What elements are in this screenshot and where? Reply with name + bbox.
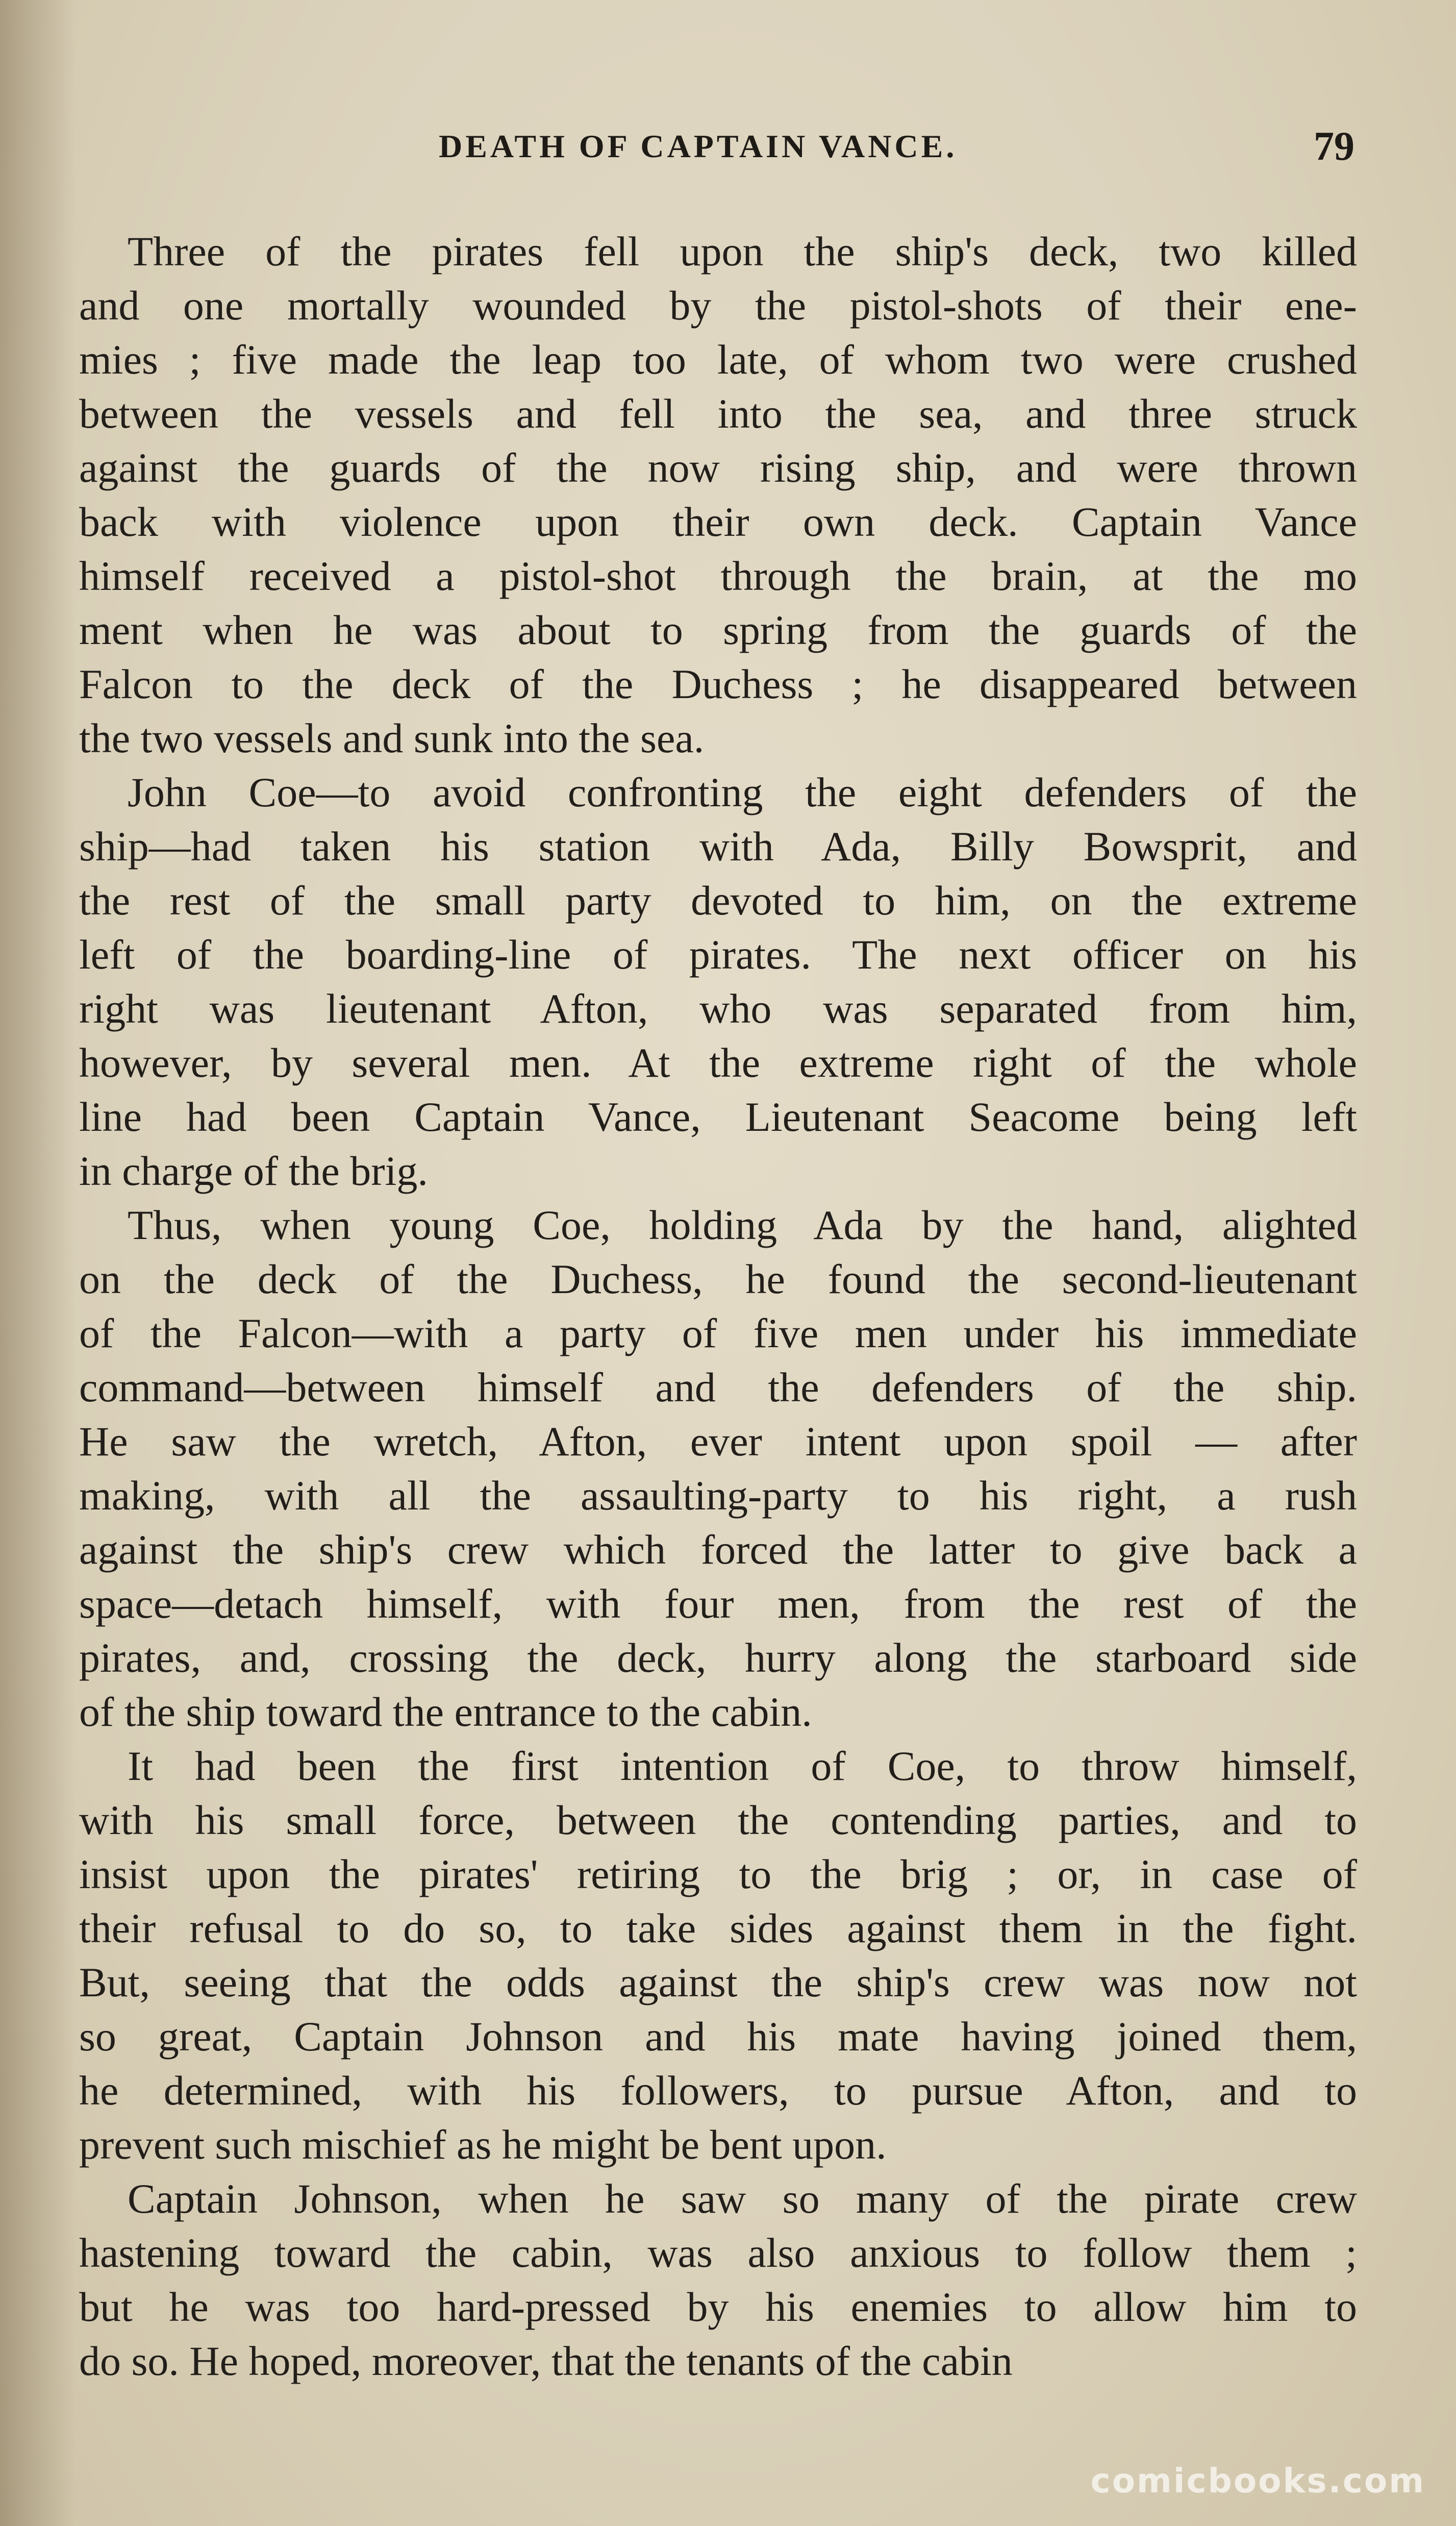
text-line: of the Falcon—with a party of five men under his immediate <box>79 1310 1357 1356</box>
text-line: with his small force, between the contending parties, and to <box>79 1797 1357 1843</box>
text-line: back with violence upon their own deck. Captain Vance <box>79 499 1357 545</box>
text-line: ment when he was about to spring from the guards of the <box>79 607 1357 653</box>
text-line: prevent such mischief as he might be bent upon. <box>79 2121 887 2168</box>
text-line: making, with all the assaulting-party to his right, a rush <box>79 1472 1357 1519</box>
running-head <box>0 124 1456 184</box>
text-line: and one mortally wounded by the pistol-shots of their ene- <box>79 282 1357 329</box>
text-line: line had been Captain Vance, Lieutenant Seacome being left <box>79 1094 1357 1140</box>
running-title: DEATH OF CAPTAIN VANCE. <box>439 128 958 164</box>
text-line: Thus, when young Coe, holding Ada by the hand, alighted <box>128 1202 1357 1248</box>
text-line: Captain Johnson, when he saw so many of the pirate crew <box>128 2175 1357 2222</box>
text-line: He saw the wretch, Afton, ever intent upon spoil — after <box>79 1418 1357 1465</box>
text-line: however, by several men. At the extreme right of the whole <box>79 1039 1357 1086</box>
text-line: do so. He hoped, moreover, that the tenants of the cabin <box>79 2338 1013 2384</box>
text-line: their refusal to do so, to take sides against them in the fight. <box>79 1905 1357 1951</box>
text-line: command—between himself and the defenders of the ship. <box>79 1364 1357 1410</box>
text-line: between the vessels and fell into the sea, and three struck <box>79 390 1357 437</box>
paragraph <box>79 1198 1357 1739</box>
text-line: on the deck of the Duchess, he found the second-lieutenant <box>79 1256 1357 1302</box>
text-line: the rest of the small party devoted to him, on the extreme <box>79 877 1357 924</box>
text-line: of the ship toward the entrance to the cabin. <box>79 1689 812 1735</box>
text-line: insist upon the pirates' retiring to the brig ; or, in case of <box>79 1851 1357 1897</box>
paragraph <box>79 2172 1357 2388</box>
body-text <box>79 225 1357 2388</box>
text-line: against the ship's crew which forced the latter to give back a <box>79 1526 1357 1573</box>
text-line: space—detach himself, with four men, from the rest of the <box>79 1580 1357 1627</box>
text-line: right was lieutenant Afton, who was separated from him, <box>79 985 1357 1032</box>
text-line: hastening toward the cabin, was also anxious to follow them ; <box>79 2230 1357 2276</box>
text-line: ship—had taken his station with Ada, Billy Bowsprit, and <box>79 823 1357 870</box>
text-line: but he was too hard-pressed by his enemies to allow him to <box>79 2284 1357 2330</box>
text-line: he determined, with his followers, to pursue Afton, and to <box>79 2067 1357 2114</box>
text-line: Falcon to the deck of the Duchess ; he disappeared between <box>79 661 1357 707</box>
text-line: himself received a pistol-shot through the brain, at the mo <box>79 553 1357 599</box>
text-line: Three of the pirates fell upon the ship's deck, two killed <box>128 228 1357 275</box>
text-line: so great, Captain Johnson and his mate having joined them, <box>79 2013 1357 2060</box>
page-number: 79 <box>1314 124 1354 169</box>
text-line: the two vessels and sunk into the sea. <box>79 715 705 761</box>
text-line: in charge of the brig. <box>79 1148 428 1194</box>
paragraph <box>79 765 1357 1198</box>
text-line: It had been the first intention of Coe, to throw himself, <box>128 1743 1357 1789</box>
text-line: John Coe—to avoid confronting the eight defenders of the <box>128 769 1357 815</box>
text-line: against the guards of the now rising ship, and were thrown <box>79 444 1357 491</box>
text-line: But, seeing that the odds against the ship's crew was now not <box>79 1959 1357 2005</box>
watermark: comicbooks.com <box>1090 2461 1425 2500</box>
paragraph <box>79 1739 1357 2172</box>
text-line: left of the boarding-line of pirates. The next officer on his <box>79 931 1357 978</box>
paragraph <box>79 225 1357 765</box>
text-line: pirates, and, crossing the deck, hurry along the starboard side <box>79 1635 1357 1681</box>
text-line: mies ; five made the leap too late, of whom two were crushed <box>79 336 1357 383</box>
